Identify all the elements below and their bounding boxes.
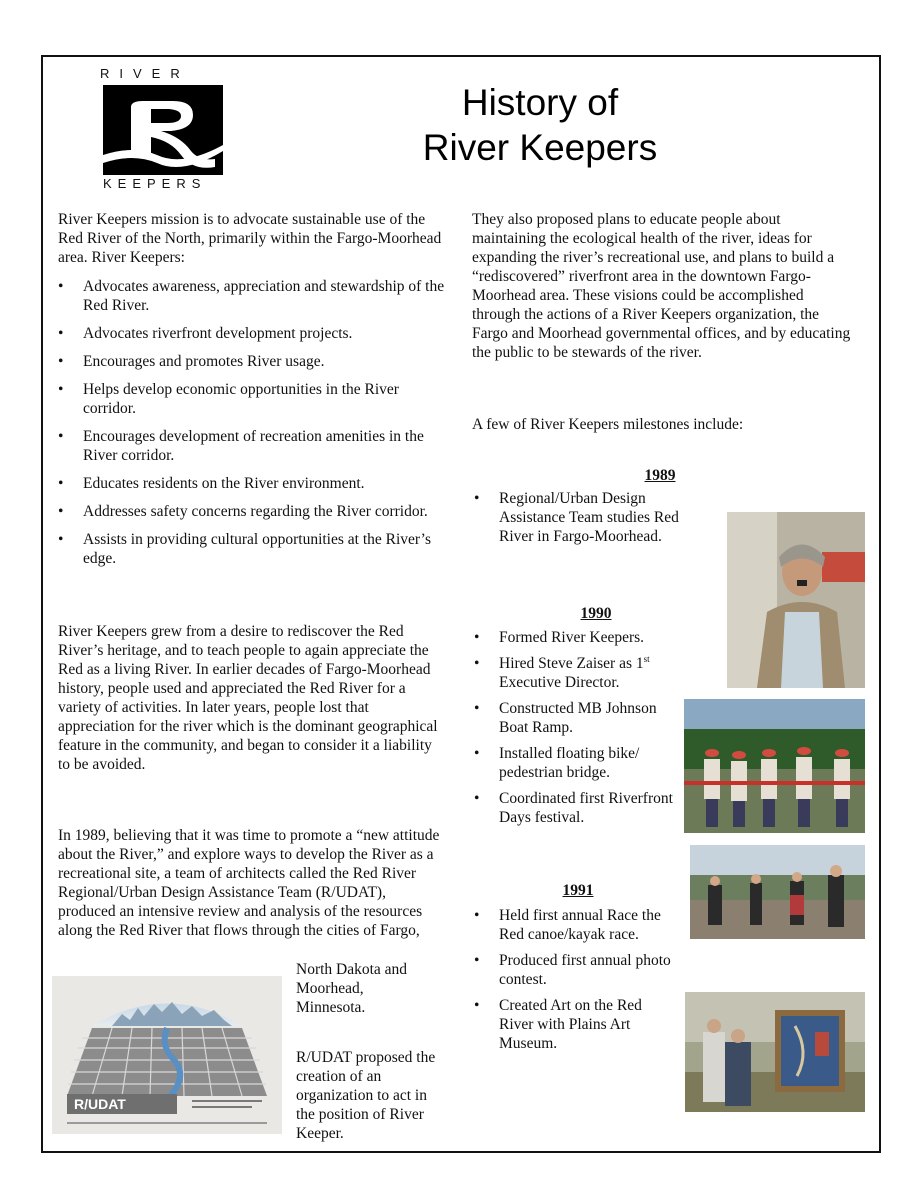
title-line-2: River Keepers <box>422 127 658 168</box>
rudat-report-cover-image <box>52 976 282 1134</box>
list-item: • Created Art on the Red River with Plains Art Museum. <box>474 996 674 1053</box>
list-item <box>474 654 679 692</box>
milestones-1991-list <box>474 906 674 1053</box>
ribbon-cutting-photo <box>684 699 865 833</box>
list-item: • Addresses safety concerns regarding the River corridor. <box>58 502 446 521</box>
list-item: • Educates residents on the River environment. <box>58 474 446 493</box>
rudat-proposal-paragraph: R/UDAT proposed the creation of an organization to act in the position of River Keeper. <box>296 1049 436 1142</box>
festival-stage-photo <box>690 845 865 939</box>
list-item: • Formed River Keepers. <box>474 628 679 647</box>
list-item: • Held first annual Race the Red canoe/kayak race. <box>474 906 674 944</box>
title-line-1: History of <box>461 82 619 123</box>
list-item: • Encourages development of recreation amenities in the River corridor. <box>58 427 446 465</box>
milestones-1990-list <box>474 628 679 827</box>
logo-bottom-text: KEEPERS <box>103 176 207 191</box>
list-item: • Coordinated first Riverfront Days festival. <box>474 789 679 827</box>
milestone-text: Hired Steve Zaiser as 1 <box>499 655 644 672</box>
list-item: • Advocates awareness, appreciation and stewardship of the Red River. <box>58 277 446 315</box>
page-title <box>380 80 700 170</box>
rudat-paragraph: In 1989, believing that it was time to promote a “new attitude about the River,” and explore ways to develop the River as a recreational site, a team of architects called the Red River Regional/Urban Design Assistance Team (R/UDAT), produced an intensive review and analysis of the resources along the Red River that flows through the cities of Fargo, <box>58 827 440 939</box>
list-item: • Produced first annual photo contest. <box>474 951 674 989</box>
list-item: • Constructed MB Johnson Boat Ramp. <box>474 699 679 737</box>
speaker-photo <box>727 512 865 688</box>
history-paragraph: River Keepers grew from a desire to rediscover the Red River’s heritage, and to teach people to again appreciate the Red as a living River. In earlier decades of Fargo-Moorhead history, people used and appreciated the Red River for a variety of activities. In later years, people lost that appreciation for the river which is the dominant geographical feature in the community, and began to consider it a liability to be avoided. <box>58 623 438 773</box>
ordinal-suffix: st <box>643 653 650 664</box>
list-item: • Advocates riverfront development projects. <box>58 324 446 343</box>
list-item: • Helps develop economic opportunities in the River corridor. <box>58 380 446 418</box>
mission-intro: River Keepers mission is to advocate sustainable use of the Red River of the North, primarily within the Fargo-Moorhead area. River Keepers: <box>58 211 442 266</box>
proposal-paragraph: They also proposed plans to educate people about maintaining the ecological health of the river, ideas for expanding the river’s recreational use, and plans to build a “rediscovered” riverfront area in the downtown Fargo-Moorhead area. These visions could be accomplished through the actions of a River Keepers organization, the Fargo and Moorhead governmental offices, and by educating the public to be stewards of the river. <box>472 211 851 361</box>
milestones-intro: A few of River Keepers milestones include: <box>472 416 744 433</box>
list-item: • Regional/Urban Design Assistance Team studies Red River in Fargo-Moorhead. <box>474 489 714 546</box>
rudat-cover-label: R/UDAT <box>74 1096 126 1112</box>
milestone-text-cont: Executive Director. <box>499 674 620 691</box>
rudat-paragraph-end: North Dakota and Moorhead, Minnesota. <box>296 961 408 1016</box>
mission-bullet-list <box>58 277 446 568</box>
list-item: • Encourages and promotes River usage. <box>58 352 446 371</box>
list-item: • Assists in providing cultural opportunities at the River’s edge. <box>58 530 446 568</box>
milestones-1989-list <box>474 489 714 546</box>
year-heading-1989: 1989 <box>644 467 676 484</box>
year-heading-1991: 1991 <box>562 882 594 899</box>
year-heading-1990: 1990 <box>580 605 612 622</box>
river-keepers-logo <box>103 85 223 175</box>
logo-top-text: RIVER <box>100 66 190 81</box>
art-on-the-red-photo <box>685 992 865 1112</box>
list-item: • Installed floating bike/ pedestrian bridge. <box>474 744 679 782</box>
